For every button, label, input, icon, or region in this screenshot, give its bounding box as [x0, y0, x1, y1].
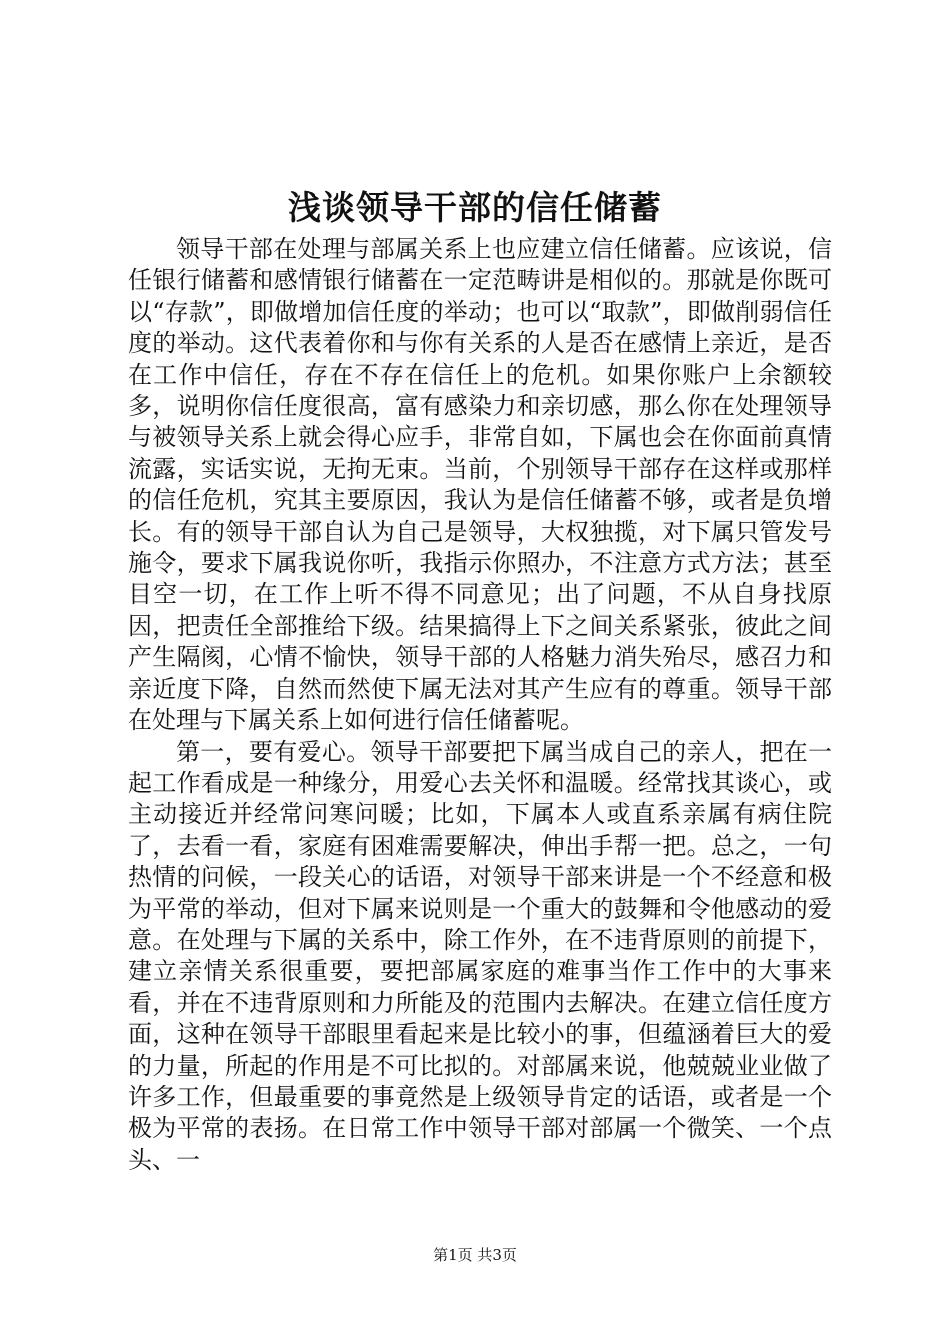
page-number-footer: 第1页 共3页	[433, 1246, 517, 1264]
page-title: 浅谈领导干部的信任储蓄	[288, 188, 662, 227]
paragraph-intro: 领导干部在处理与部属关系上也应建立信任储蓄。应该说，信任银行储蓄和感情银行储蓄在一定范畴讲是相似的。那就是你既可以“存款”，即做增加信任度的举动；也可以“取款”，即做削弱信任度的举动。这代表着你和与你有关系的人是否在感情上亲近，是否在工作中信任，存在不存在信任上的危机。如果你账户上余额较多，说明你信任度很高，富有感染力和亲切感，那么你在处理领导与被领导关系上就会得心应手，非常自如，下属也会在你面前真情流露，实话实说，无拘无束。当前，个别领导干部存在这样或那样的信任危机，究其主要原因，我认为是信任储蓄不够，或者是负增长。有的领导干部自认为自己是领导，大权独揽，对下属只管发号施令，要求下属我说你听，我指示你照办，不注意方式方法；甚至目空一切，在工作上听不得不同意见；出了问题，不从自身找原因，把责任全部推给下级。结果搞得上下之间关系紧张，彼此之间产生隔阂，心情不愉快，领导干部的人格魅力消失殆尽，感召力和亲近度下降，自然而然使下属无法对其产生应有的尊重。领导干部在处理与下属关系上如何进行信任储蓄呢。	[128, 235, 832, 735]
paragraph-first-point: 第一，要有爱心。领导干部要把下属当成自己的亲人，把在一起工作看成是一种缘分，用爱心去关怀和温暖。经常找其谈心，或主动接近并经常问寒问暖；比如，下属本人或直系亲属有病住院了，去看一看，家庭有困难需要解决，伸出手帮一把。总之，一句热情的问候，一段关心的话语，对领导干部来讲是一个不经意和极为平常的举动，但对下属来说则是一个重大的鼓舞和令他感动的爱意。在处理与下属的关系中，除工作外，在不违背原则的前提下，建立亲情关系很重要，要把部属家庭的难事当作工作中的大事来看，并在不违背原则和力所能及的范围内去解决。在建立信任度方面，这种在领导干部眼里看起来是比较小的事，但蕴涵着巨大的爱的力量，所起的作用是不可比拟的。对部属来说，他兢兢业业做了许多工作，但最重要的事竟然是上级领导肯定的话语，或者是一个极为平常的表扬。在日常工作中领导干部对部属一个微笑、一个点头、一	[128, 737, 832, 1174]
document-body	[128, 234, 832, 1176]
